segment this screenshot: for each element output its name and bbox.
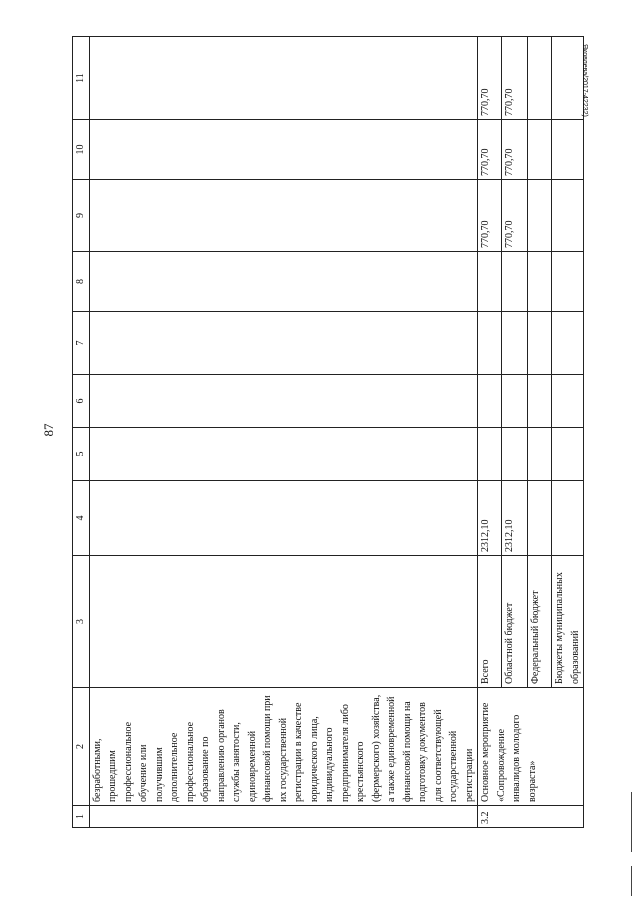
table-cell — [552, 252, 584, 312]
funding-source: Областной бюджет — [502, 556, 528, 688]
table-row — [478, 37, 502, 828]
footer-note: Яковлева/2017-42232) — [581, 44, 588, 117]
table-cell — [552, 375, 584, 428]
col-header: 3 — [73, 556, 90, 688]
rotated-table — [72, 37, 581, 828]
funding-source: Бюджеты муниципальных образований — [552, 556, 584, 688]
table-cell — [89, 312, 478, 375]
col-header: 1 — [73, 806, 90, 828]
table-cell — [502, 252, 528, 312]
amount-cell — [552, 481, 584, 556]
row-number: 3.2 — [478, 806, 584, 828]
table-cell — [89, 120, 478, 180]
continuation-row — [89, 37, 478, 828]
column-number-row — [73, 37, 90, 828]
amount-cell: 770,70 — [478, 37, 502, 120]
funding-source: Всего — [478, 556, 502, 688]
table-cell — [89, 806, 478, 828]
table-wrapper — [72, 37, 581, 828]
table-cell — [478, 312, 502, 375]
col-header: 10 — [73, 120, 90, 180]
table-cell — [478, 375, 502, 428]
table-cell — [528, 312, 552, 375]
amount-cell — [528, 37, 552, 120]
table-cell — [478, 428, 502, 481]
col-header: 6 — [73, 375, 90, 428]
table-cell — [89, 375, 478, 428]
amount-cell: 770,70 — [502, 120, 528, 180]
amount-cell: 2312,10 — [502, 481, 528, 556]
col-header: 4 — [73, 481, 90, 556]
table-cell — [528, 252, 552, 312]
amount-cell: 770,70 — [502, 37, 528, 120]
budget-table — [72, 36, 584, 828]
page-number: 87 — [41, 423, 56, 437]
table-cell — [502, 375, 528, 428]
col-header: 2 — [73, 688, 90, 806]
col-header: 11 — [73, 37, 90, 120]
amount-cell: 770,70 — [478, 120, 502, 180]
table-cell — [89, 37, 478, 120]
table-cell — [502, 312, 528, 375]
table-cell — [89, 252, 478, 312]
amount-cell: 770,70 — [502, 180, 528, 252]
measure-description: безработными, прошедшим профессиональное обучение или получившим дополнительное профессиональное образование по направлению органов службы занятости, единовременной финансовой помощи при их государственной регистрации в качестве юридического лица, индивидуального предпринимателя либо крестьянского (фермерского) хозяйства, а также единовременной финансовой помощи на подготовку документов для соответствующей государственной регистрации — [89, 688, 478, 806]
margin-line — [631, 792, 632, 852]
table-cell — [89, 481, 478, 556]
table-cell — [478, 252, 502, 312]
funding-source: Федеральный бюджет — [528, 556, 552, 688]
table-cell — [89, 428, 478, 481]
amount-cell — [528, 481, 552, 556]
table-cell — [552, 428, 584, 481]
amount-cell: 770,70 — [478, 180, 502, 252]
table-cell — [528, 375, 552, 428]
table-cell — [89, 180, 478, 252]
amount-cell — [528, 180, 552, 252]
table-cell — [502, 428, 528, 481]
col-header: 5 — [73, 428, 90, 481]
table-cell — [528, 428, 552, 481]
col-header: 7 — [73, 312, 90, 375]
margin-line — [631, 866, 632, 896]
amount-cell — [552, 180, 584, 252]
amount-cell — [528, 120, 552, 180]
col-header: 8 — [73, 252, 90, 312]
amount-cell: 2312,10 — [478, 481, 502, 556]
col-header: 9 — [73, 180, 90, 252]
measure-title: Основное мероприятие «Сопровождение инвалидов молодого возраста» — [478, 688, 584, 806]
table-cell — [89, 556, 478, 688]
table-cell — [552, 312, 584, 375]
